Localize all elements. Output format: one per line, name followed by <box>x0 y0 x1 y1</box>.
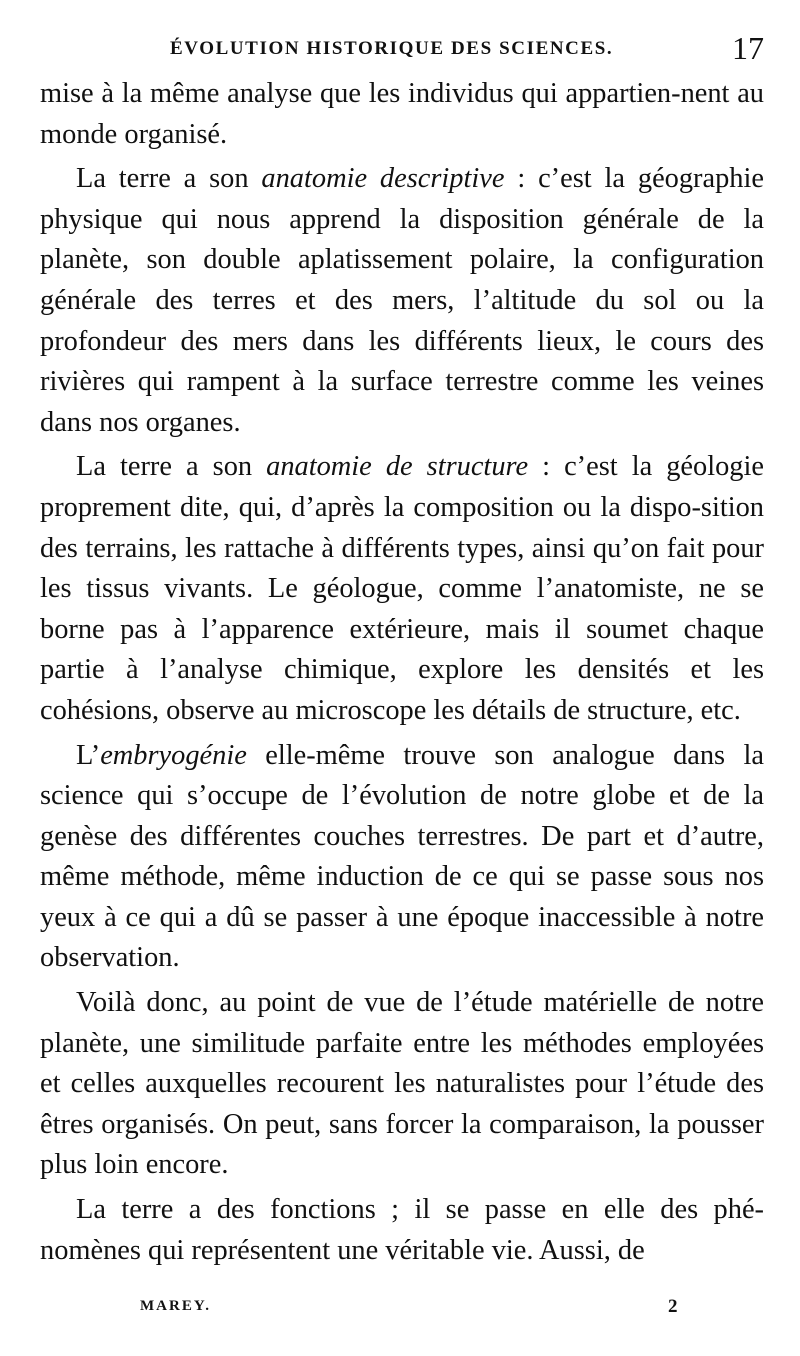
paragraph-6-text: La terre a des fonctions ; il se passe en elle des phé-nomènes qui représentent une véritable vie. Aussi, de <box>40 1194 764 1266</box>
paragraph-4-text-start: L’ <box>76 739 101 771</box>
signature-author: MAREY. <box>140 1298 212 1314</box>
paragraph-3 <box>40 447 764 731</box>
paragraph-2-italic-term: anatomie descriptive <box>261 163 505 195</box>
paragraph-6 <box>40 1190 764 1271</box>
paragraph-4-italic-term: embryogénie <box>100 739 247 771</box>
paragraph-2-text-start: La terre a son <box>76 163 262 195</box>
paragraph-3-text-rest: : c’est la géologie proprement dite, qui, d’après la composition ou la dispo-sition des terrains, les rattache à différents types, ainsi qu’on fait pour les tissus vivants. Le géologue, comme l’anatomiste, ne se borne pas à l’apparence extérieure, mais il soumet chaque partie à l’analyse chimique, explore les densités et les cohésions, observe au microscope les détails de structure, etc. <box>40 451 764 726</box>
paragraph-1-text: mise à la même analyse que les individus qui appartien-nent au monde organisé. <box>40 78 764 150</box>
paragraph-1 <box>40 74 764 155</box>
book-page <box>40 30 764 1330</box>
paragraph-5-text: Voilà donc, au point de vue de l’étude matérielle de notre planète, une similitude parfaite entre les méthodes employées et celles auxquelles recourent les naturalistes pour l’étude des êtres organisés. On peut, sans forcer la comparaison, la pousser plus loin encore. <box>40 987 764 1181</box>
body-text <box>40 74 764 1271</box>
paragraph-3-italic-term: anatomie de structure <box>266 451 529 483</box>
paragraph-2 <box>40 159 764 443</box>
running-title: ÉVOLUTION HISTORIQUE DES SCIENCES. <box>170 38 614 59</box>
page-number: 17 <box>732 30 764 66</box>
running-head <box>40 30 764 70</box>
paragraph-5 <box>40 983 764 1186</box>
paragraph-4-text-rest: elle-même trouve son analogue dans la science qui s’occupe de l’évolution de notre globe et de la genèse des différentes couches terrestres. De part et d’autre, même méthode, même induction de ce qui se passe sous nos yeux à ce qui a dû se passer à une époque inaccessible à notre observation. <box>40 739 764 974</box>
paragraph-4 <box>40 736 764 980</box>
page-footer <box>40 1298 764 1328</box>
signature-mark: 2 <box>668 1296 678 1317</box>
paragraph-3-text-start: La terre a son <box>76 451 267 483</box>
paragraph-2-text-rest: : c’est la géographie physique qui nous apprend la disposition générale de la planète, son double aplatissement polaire, la configuration générale des terres et des mers, l’altitude du sol ou la profondeur des mers dans les différents lieux, le cours des rivières qui rampent à la surface terrestre comme les veines dans nos organes. <box>40 163 764 438</box>
